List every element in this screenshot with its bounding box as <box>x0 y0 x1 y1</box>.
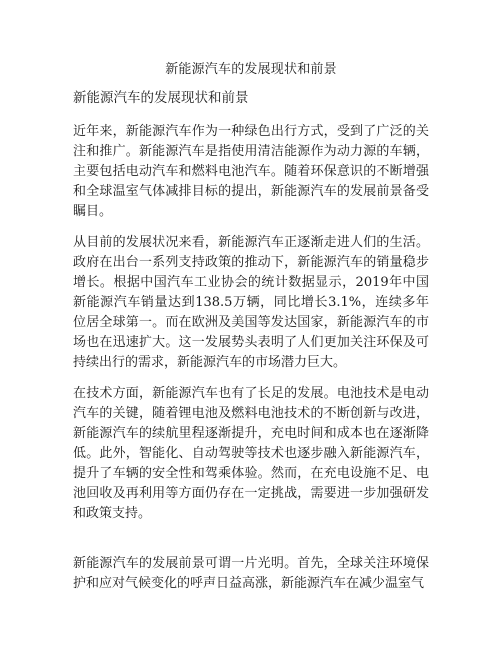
document-subtitle: 新能源汽车的发展现状和前景 <box>73 90 249 106</box>
paragraph-technology: 在技术方面，新能源汽车也有了长足的发展。电池技术是电动汽车的关键，随着锂电池及燃料电池技术的不断创新与改进，新能源汽车的续航里程逐渐提升，充电时间和成本也在逐渐降低。此外，智能化、自动驾驶等技术也逐步融入新能源汽车，提升了车辆的安全性和驾乘体验。然而，在充电设施不足、电池回收及再利用等方面仍存在一定挑战，需要进一步加强研发和政策支持。 <box>73 386 429 521</box>
paragraph-prospects: 新能源汽车的发展前景可谓一片光明。首先，全球关注环境保护和应对气候变化的呼声日益高涨，新能源汽车在减少温室气 <box>73 556 429 591</box>
document-title: 新能源汽车的发展现状和前景 <box>165 62 337 77</box>
paragraph-current-status: 从目前的发展状况来看，新能源汽车正逐渐走进人们的生活。政府在出台一系列支持政策的推动下，新能源汽车的销量稳步增长。根据中国汽车工业协会的统计数据显示，2019年中国新能源汽车销量达到138.5万辆，同比增长3.1%，连续多年位居全球第一。而在欧洲及美国等发达国家，新能源汽车的市场也在迅速扩大。这一发展势头表明了人们更加关注环保及可持续出行的需求，新能源汽车的市场潜力巨大。 <box>73 235 429 370</box>
paragraph-intro: 近年来，新能源汽车作为一种绿色出行方式，受到了广泛的关注和推广。新能源汽车是指使用清洁能源作为动力源的车辆，主要包括电动汽车和燃料电池汽车。随着环保意识的不断增强和全球温室气体减排目标的提出，新能源汽车的发展前景备受瞩目。 <box>73 124 429 219</box>
